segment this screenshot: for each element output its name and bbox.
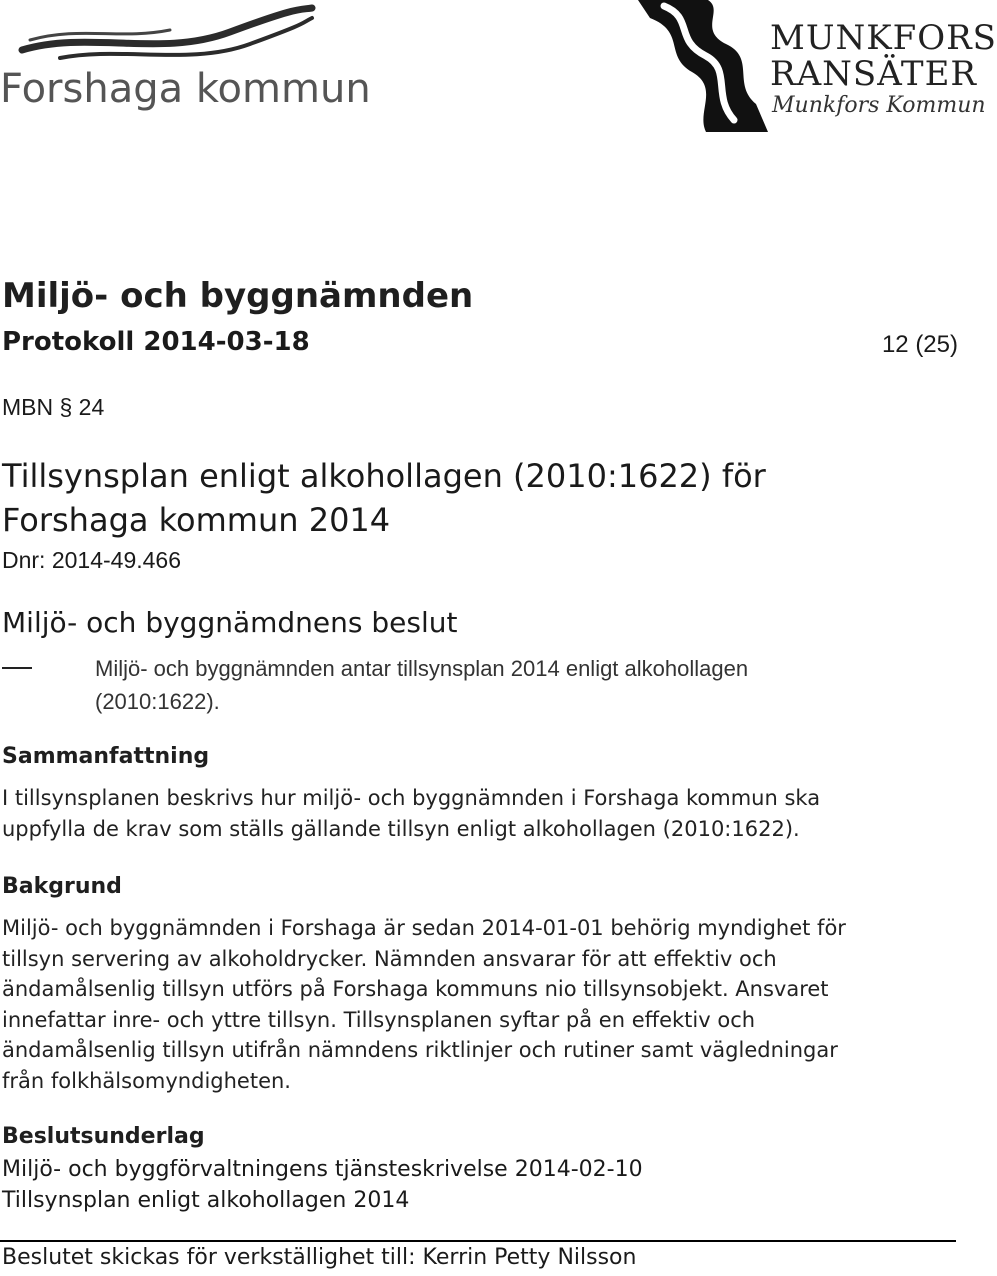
basis-item: Tillsynsplan enligt alkohollagen 2014	[2, 1188, 410, 1213]
basis-item: Miljö- och byggförvaltningens tjänsteskrivelse 2014-02-10	[2, 1157, 643, 1182]
background-line: från folkhälsomyndigheten.	[2, 1068, 291, 1093]
basis-heading: Beslutsunderlag	[2, 1124, 205, 1149]
summary-line: uppfylla de krav som ställs gällande tillsyn enligt alkohollagen (2010:1622).	[2, 816, 800, 841]
decision-heading: Miljö- och byggnämdnens beslut	[2, 606, 458, 639]
footer-divider	[0, 1240, 956, 1242]
munkfors-river-icon	[628, 0, 768, 132]
section-number: MBN § 24	[2, 394, 105, 420]
munkfors-logo-line1: MUNKFORS	[770, 18, 997, 58]
background-line: innefattar inre- och yttre tillsyn. Tillsynsplanen syftar på en effektiv och	[2, 1007, 756, 1032]
item-title	[2, 454, 902, 542]
munkfors-logo-line3: Munkfors Kommun	[772, 93, 986, 118]
forshaga-logo	[0, 0, 371, 120]
page-number: 12 (25)	[881, 331, 958, 358]
summary-paragraph	[2, 783, 952, 844]
distribution-line: Beslutet skickas för verkställighet till: Kerrin Petty Nilsson	[2, 1245, 637, 1270]
protocol-date: Protokoll 2014-03-18	[2, 327, 310, 357]
decision-line1: Miljö- och byggnämnden antar tillsynsplan 2014 enligt alkohollagen	[95, 656, 749, 681]
summary-line: I tillsynsplanen beskrivs hur miljö- och byggnämnden i Forshaga kommun ska	[2, 786, 821, 810]
munkfors-logo	[628, 0, 997, 132]
background-paragraph	[2, 913, 952, 1096]
forshaga-logo-text: Forshaga kommun	[0, 66, 371, 112]
background-heading: Bakgrund	[2, 874, 122, 899]
background-line: ändamålsenlig tillsyn utförs på Forshaga kommuns nio tillsynsobjekt. Ansvaret	[2, 977, 829, 1001]
committee-title: Miljö- och byggnämnden	[2, 276, 474, 316]
background-line: tillsyn servering av alkoholdrycker. Nämnden ansvarar för att effektiv och	[2, 946, 777, 971]
summary-heading: Sammanfattning	[2, 744, 210, 769]
munkfors-logo-line2: RANSÄTER	[770, 54, 977, 94]
background-line: ändamålsenlig tillsyn utifrån nämndens riktlinjer och rutiner samt vägledningar	[2, 1038, 838, 1062]
item-title-line2: Forshaga kommun 2014	[2, 501, 391, 539]
diary-number: Dnr: 2014-49.466	[2, 547, 182, 573]
background-line: Miljö- och byggnämnden i Forshaga är sedan 2014-01-01 behörig myndighet för	[2, 916, 846, 940]
item-title-line1: Tillsynsplan enligt alkohollagen (2010:1622) för	[2, 457, 766, 495]
forshaga-swoosh-icon	[0, 0, 340, 70]
basis-list	[2, 1154, 643, 1216]
decision-line2: (2010:1622).	[95, 689, 220, 714]
dash-bullet-icon	[2, 667, 32, 669]
